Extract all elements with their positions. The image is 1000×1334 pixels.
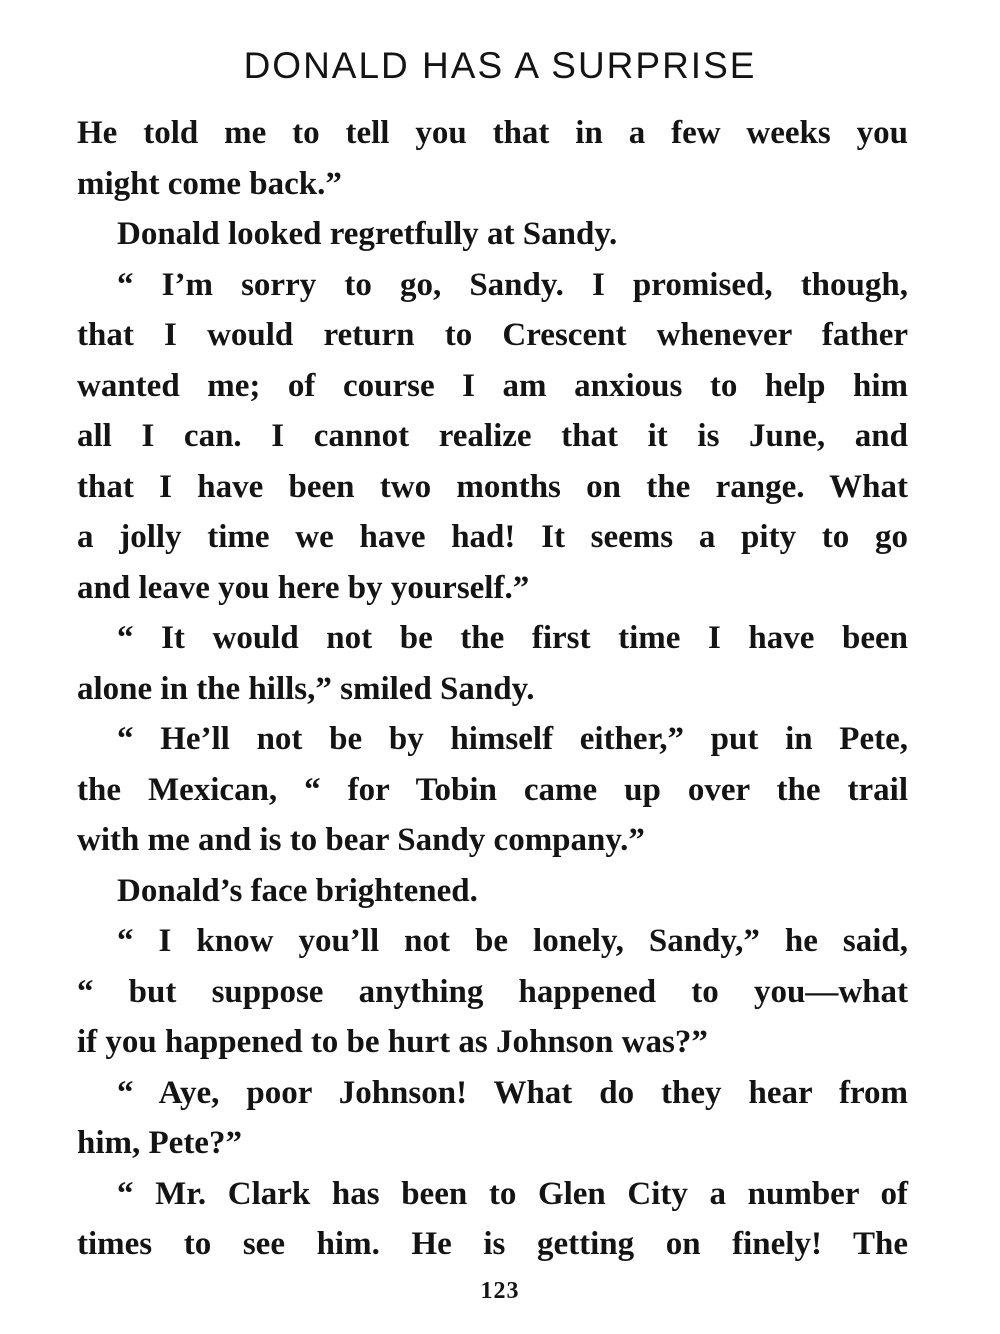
text-line: Donald looked regretfully at Sandy. — [117, 216, 618, 252]
text-line: times to see him. He is getting on finely! The — [77, 1226, 908, 1262]
running-title: DONALD HAS A SURPRISE — [243, 45, 757, 86]
text-line: a jolly time we have had! It seems a pity to go — [77, 519, 908, 555]
text-line: “ He’ll not be by himself either,” put in Pete, — [117, 721, 908, 757]
text-line: might come back.” — [77, 166, 342, 202]
text-line: “ It would not be the first time I have been — [117, 620, 908, 656]
text-line: “ but suppose anything happened to you—what — [77, 974, 908, 1010]
text-line: alone in the hills,” smiled Sandy. — [77, 671, 535, 707]
text-line: him, Pete?” — [77, 1125, 242, 1161]
text-line: “ I know you’ll not be lonely, Sandy,” he said, — [117, 923, 908, 959]
text-line: “ Mr. Clark has been to Glen City a number of — [117, 1176, 908, 1212]
text-line: “ I’m sorry to go, Sandy. I promised, though, — [117, 267, 908, 303]
text-line: “ Aye, poor Johnson! What do they hear from — [117, 1075, 908, 1111]
page-number: 123 — [480, 1278, 520, 1304]
text-line: all I can. I cannot realize that it is June, and — [77, 418, 908, 454]
text-line: if you happened to be hurt as Johnson was?” — [77, 1024, 708, 1060]
text-line: that I would return to Crescent whenever father — [77, 317, 908, 353]
text-line: Donald’s face brightened. — [117, 873, 478, 909]
text-line: the Mexican, “ for Tobin came up over the trail — [77, 772, 908, 808]
text-line: with me and is to bear Sandy company.” — [77, 822, 645, 858]
text-line: wanted me; of course I am anxious to help him — [77, 368, 908, 404]
text-line: that I have been two months on the range. What — [77, 469, 908, 505]
text-line: and leave you here by yourself.” — [77, 570, 530, 606]
text-line: He told me to tell you that in a few weeks you — [77, 115, 908, 151]
